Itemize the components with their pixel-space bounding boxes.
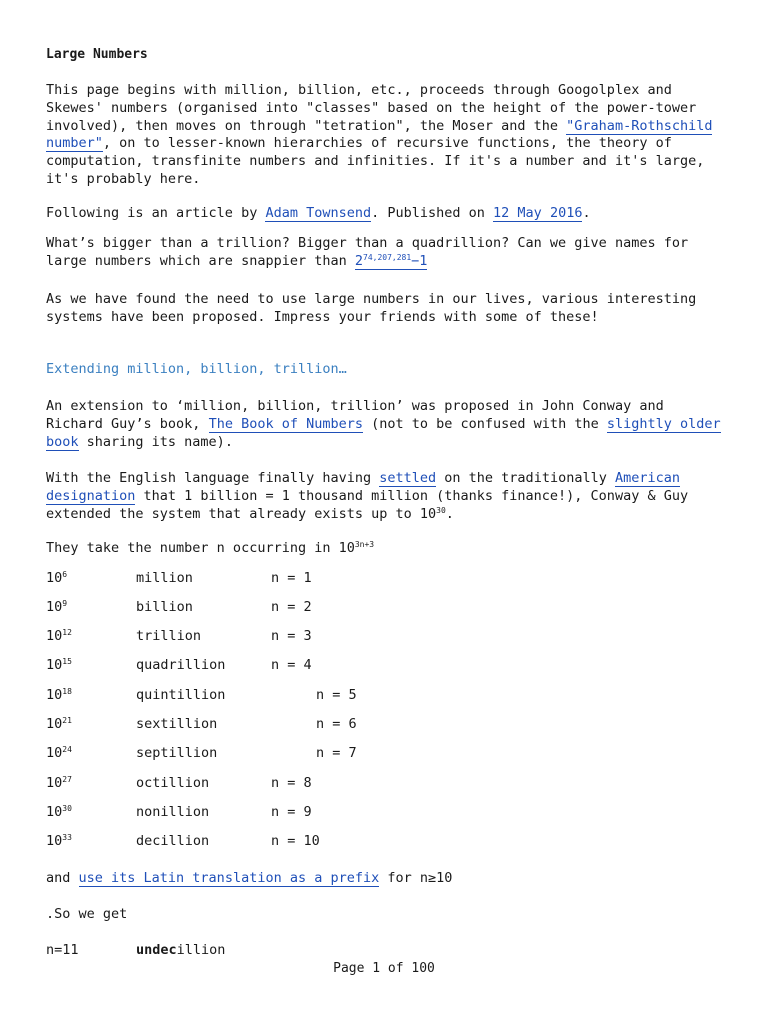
page-footer: Page 1 of 100 — [333, 961, 435, 976]
english-text-1: With the English language finally having — [46, 470, 380, 486]
power-cell — [46, 774, 72, 792]
english-text-2: on the traditionally — [436, 470, 615, 486]
n-cell: n=11 — [46, 942, 79, 958]
english-exponent: 30 — [436, 505, 446, 515]
name-suffix: illion — [176, 942, 226, 958]
power-exponent: 12 — [62, 628, 72, 637]
power-exponent: 15 — [62, 657, 72, 666]
mersenne-prime-link[interactable] — [355, 253, 428, 270]
latin-prefix: and — [46, 870, 79, 886]
page-title: Large Numbers — [46, 47, 148, 62]
power-base: 10 — [46, 775, 63, 791]
power-cell — [46, 656, 72, 674]
take-n-exponent: 3n+3 — [354, 540, 375, 549]
intro-text-2: , on to lesser-known hierarchies of recursive functions, the theory of computation, transfinite numbers and infinities. If it's a number and it's large, it's probably here. — [46, 135, 705, 187]
n-cell: n = 2 — [271, 599, 312, 615]
n-cell: n = 9 — [271, 804, 312, 820]
n-cell: n = 7 — [316, 745, 357, 761]
byline-middle: . Published on — [371, 205, 494, 221]
latin-suffix: for n≥10 — [379, 870, 453, 886]
power-base: 10 — [46, 745, 63, 761]
take-n-text: They take the number n occurring in 10 — [46, 540, 355, 556]
settled-link[interactable]: settled — [379, 470, 437, 486]
power-exponent: 6 — [62, 570, 68, 579]
power-exponent: 24 — [62, 745, 72, 754]
author-link[interactable]: Adam Townsend — [265, 205, 372, 221]
english-text-3: that 1 billion = 1 thousand million (thanks finance!), Conway & Guy extended the system that already exists up to 10 — [46, 487, 689, 522]
power-base: 10 — [46, 833, 63, 849]
power-cell — [46, 598, 67, 616]
n-cell: n = 3 — [271, 628, 312, 644]
ext-text-1: An extension to ‘million, billion, trillion’ was proposed in John Conway and Richard Guy’s book, — [46, 398, 664, 432]
power-cell — [46, 686, 72, 704]
intro-text-1: This page begins with million, billion, etc., proceeds through Googolplex and Skewes' numbers (organised into "classes" based on the height of the power-tower involved), then moves on through "tetration", the Moser and the — [46, 82, 697, 134]
mersenne-tail: −1 — [411, 252, 428, 269]
latin-prefix-link[interactable]: use its Latin translation as a prefix — [78, 870, 380, 886]
question-text: What’s bigger than a trillion? Bigger than a quadrillion? Can we give names for large numbers which are snappier than — [46, 235, 689, 269]
date-link[interactable]: 12 May 2016 — [493, 205, 583, 221]
name-cell: billion — [136, 599, 193, 615]
power-exponent: 30 — [62, 804, 72, 813]
power-exponent: 9 — [62, 599, 68, 608]
mersenne-exponent: 74,207,281 — [363, 252, 412, 262]
name-cell: sextillion — [136, 716, 218, 732]
n-cell: n = 5 — [316, 687, 357, 703]
ext-text-2: (not to be confused with the — [363, 415, 607, 432]
extension-paragraph — [46, 398, 726, 451]
name-cell: quintillion — [136, 687, 226, 703]
english-paragraph — [46, 470, 726, 523]
intro-paragraph — [46, 82, 726, 189]
question-paragraph — [46, 235, 726, 271]
name-cell: trillion — [136, 628, 202, 644]
power-cell — [46, 744, 72, 762]
need-paragraph: As we have found the need to use large numbers in our lives, various interesting systems have been proposed. Impress your friends with some of these! — [46, 291, 697, 325]
power-cell — [46, 627, 72, 645]
n-cell: n = 1 — [271, 570, 312, 586]
power-cell — [46, 803, 72, 821]
name-cell: million — [136, 570, 193, 586]
name-cell: nonillion — [136, 804, 210, 820]
english-text-4: . — [445, 505, 454, 522]
byline-prefix: Following is an article by — [46, 205, 266, 221]
n-cell: n = 8 — [271, 775, 312, 791]
power-base: 10 — [46, 657, 63, 673]
power-base: 10 — [46, 687, 63, 703]
take-n-paragraph — [46, 540, 726, 558]
name-cell: septillion — [136, 745, 218, 761]
power-cell — [46, 832, 72, 850]
american-designation-link[interactable]: American designation — [46, 470, 680, 504]
so-we-get: .So we get — [46, 906, 128, 922]
power-base: 10 — [46, 628, 63, 644]
byline — [46, 205, 726, 223]
name-cell: decillion — [136, 833, 210, 849]
power-exponent: 18 — [62, 687, 72, 696]
power-cell — [46, 715, 72, 733]
older-book-link[interactable]: slightly older book — [46, 415, 721, 450]
power-cell — [46, 569, 67, 587]
latin-paragraph — [46, 870, 726, 888]
power-exponent: 27 — [62, 775, 72, 784]
byline-suffix: . — [582, 205, 591, 221]
ext-text-3: sharing its name). — [78, 433, 233, 450]
mersenne-base: 2 — [354, 252, 363, 269]
power-exponent: 21 — [62, 716, 72, 725]
name-cell: octillion — [136, 775, 210, 791]
power-base: 10 — [46, 804, 63, 820]
power-base: 10 — [46, 599, 63, 615]
section-heading: Extending million, billion, trillion… — [46, 361, 347, 377]
book-of-numbers-link[interactable]: The Book of Numbers — [208, 415, 363, 432]
n-cell: n = 6 — [316, 716, 357, 732]
power-exponent: 33 — [62, 833, 72, 842]
name-cell — [136, 941, 225, 959]
graham-rothschild-link[interactable]: "Graham-Rothschild number" — [46, 117, 713, 152]
latin-prefix-bold: undec — [136, 942, 177, 958]
name-cell: quadrillion — [136, 657, 226, 673]
power-base: 10 — [46, 570, 63, 586]
n-cell: n = 4 — [271, 657, 312, 673]
n-cell: n = 10 — [271, 833, 320, 849]
power-base: 10 — [46, 716, 63, 732]
